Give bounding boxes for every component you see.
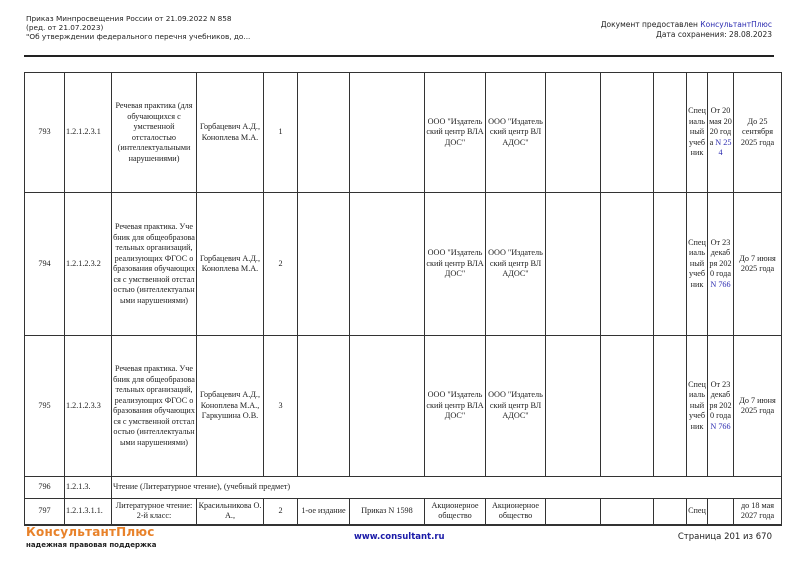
row-approval-date [708,499,734,525]
row-order [350,336,425,477]
table-row [25,499,782,525]
approval-date-text: От 23 декабря 2020 года [709,237,732,279]
row-edition: 1-ое издание [298,499,350,525]
row-number: 794 [25,193,65,336]
row-edition [298,336,350,477]
row-publisher-2: ООО "Издательский центр ВЛАДОС" [486,193,546,336]
footer-brand-logo: КонсультантПлюс [26,525,155,539]
row-empty-12 [654,499,687,525]
row-title: Речевая практика (для обучающихся с умственной отсталостью (интеллектуальными нарушениями) [112,73,197,193]
row-code: 1.2.1.2.3.1 [65,73,112,193]
table-row [25,193,782,336]
document-header-left [26,14,250,41]
row-publisher: ООО "Издательский центр ВЛАДОС" [425,73,486,193]
row-approval-date [708,336,734,477]
header-line-3: "Об утверждении федерального перечня учебников, до... [26,32,251,41]
order-link[interactable]: N 766 [710,421,731,431]
order-link[interactable]: N 766 [710,279,731,289]
save-date: Дата сохранения: 28.08.2023 [656,30,772,39]
row-number: 796 [25,477,65,499]
row-grade: 2 [264,193,298,336]
row-authors: Красильникова О.А., [197,499,264,525]
header-line-2: (ред. от 21.07.2023) [26,23,104,32]
row-order [350,193,425,336]
provided-by-brand-link[interactable]: КонсультантПлюс [700,20,772,29]
footer-website-link[interactable]: www.consultant.ru [354,532,445,542]
row-number: 797 [25,499,65,525]
page-counter: Страница 201 из 670 [677,532,772,542]
row-publisher: Акционерное общество [425,499,486,525]
table-row [25,73,782,193]
row-publisher: ООО "Издательский центр ВЛАДОС" [425,336,486,477]
row-type: Специальный учебник [687,193,708,336]
approval-date-text: От 20 мая 2020 года [709,106,732,147]
row-approval-date [708,73,734,193]
row-empty-10 [546,193,601,336]
row-valid-until: До 7 июня 2025 года [734,193,782,336]
header-line-1: Приказ Минпросвещения России от 21.09.2022 N 858 [26,14,232,23]
row-valid-until: до 18 мая 2027 года [734,499,782,525]
row-publisher-2: ООО "Издательский центр ВЛАДОС" [486,336,546,477]
row-empty-10 [546,336,601,477]
approval-date-text: От 23 декабря 2020 года [709,379,732,421]
row-empty-12 [654,336,687,477]
row-code: 1.2.1.3. [65,477,112,499]
row-publisher: ООО "Издательский центр ВЛАДОС" [425,193,486,336]
row-empty-10 [546,73,601,193]
row-empty-11 [601,193,654,336]
row-code: 1.2.1.3.1.1. [65,499,112,525]
row-title: Литературное чтение: 2-й класс: [112,499,197,525]
row-valid-until: До 7 июня 2025 года [734,336,782,477]
row-valid-until: До 25 сентября 2025 года [734,73,782,193]
section-row [25,477,782,499]
header-divider [24,55,774,57]
row-code: 1.2.1.2.3.2 [65,193,112,336]
row-edition [298,193,350,336]
row-grade: 2 [264,499,298,525]
textbook-list-table [24,72,782,526]
row-empty-11 [601,73,654,193]
row-grade: 1 [264,73,298,193]
row-empty-12 [654,73,687,193]
row-edition [298,73,350,193]
row-empty-11 [601,499,654,525]
document-header-right [601,20,772,40]
table-row [25,336,782,477]
row-type: Спец [687,499,708,525]
row-type: Специальный учебник [687,73,708,193]
row-authors: Горбацевич А.Д., Коноплева М.А., Гаркушина О.В. [197,336,264,477]
row-publisher-2: ООО "Издательский центр ВЛАДОС" [486,73,546,193]
row-number: 793 [25,73,65,193]
row-type: Специальный учебник [687,336,708,477]
row-empty-11 [601,336,654,477]
row-order: Приказ N 1598 [350,499,425,525]
row-authors: Горбацевич А.Д., Коноплева М.А. [197,193,264,336]
order-link[interactable]: N 254 [715,137,732,158]
row-title: Речевая практика. Учебник для общеобразовательных организаций, реализующих ФГОС образования обучающихся с умственной отсталостью (интеллектуальными нарушениями) [112,193,197,336]
row-publisher-2: Акционерное общество [486,499,546,525]
footer-tagline: надежная правовая поддержка [26,541,157,549]
row-code: 1.2.1.2.3.3 [65,336,112,477]
row-number: 795 [25,336,65,477]
row-empty-12 [654,193,687,336]
section-title: Чтение (Литературное чтение), (учебный предмет) [112,477,782,499]
row-empty-10 [546,499,601,525]
row-approval-date [708,193,734,336]
row-grade: 3 [264,336,298,477]
row-order [350,73,425,193]
row-title: Речевая практика. Учебник для общеобразовательных организаций, реализующих ФГОС образования обучающихся с умственной отсталостью (интеллектуальными нарушениями) [112,336,197,477]
row-authors: Горбацевич А.Д., Коноплева М.А. [197,73,264,193]
provided-by-label: Документ предоставлен [600,20,701,29]
